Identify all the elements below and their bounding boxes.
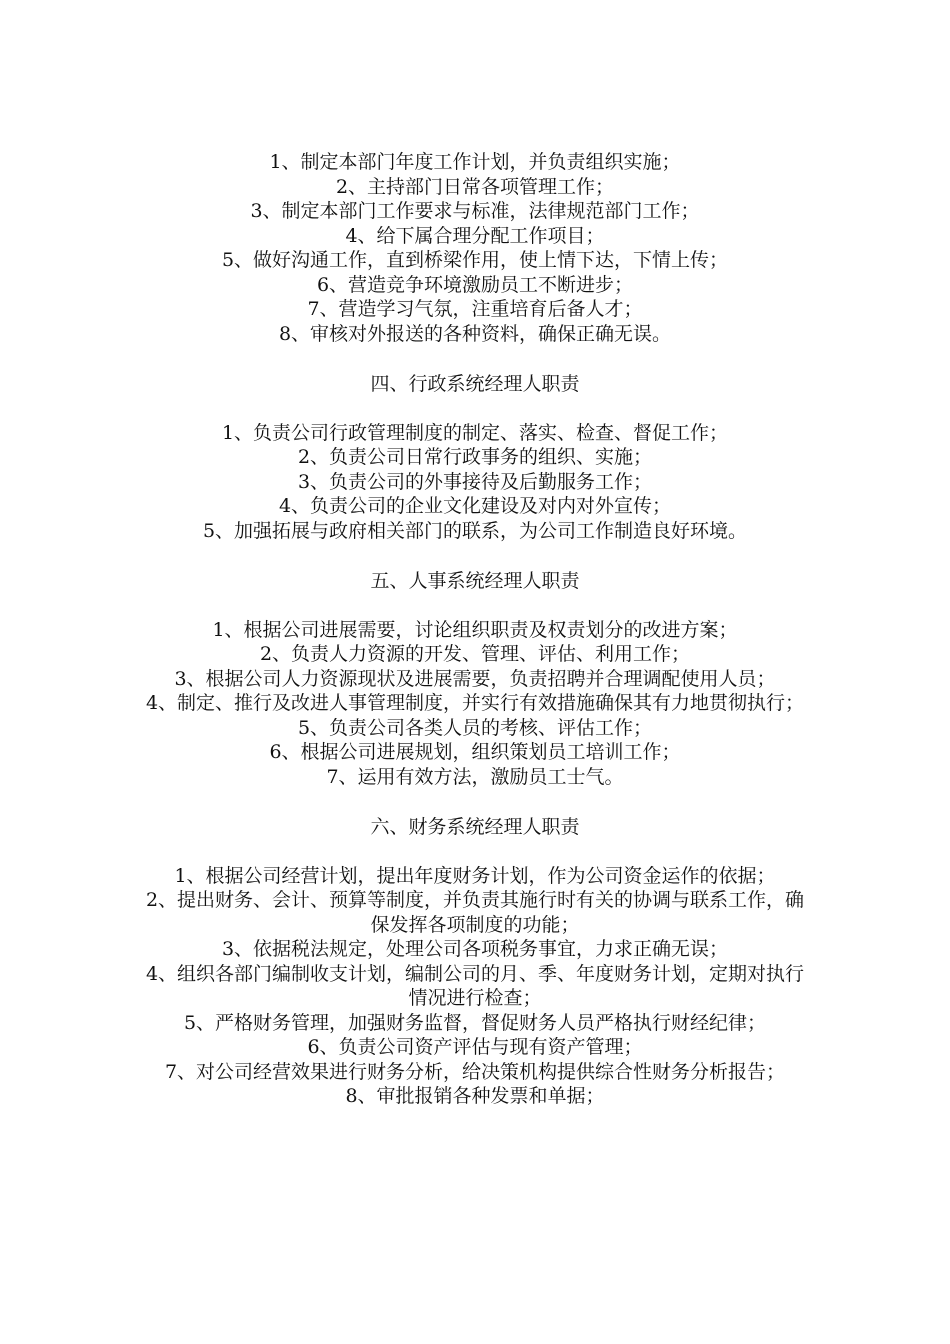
list-item: 1、制定本部门年度工作计划，并负责组织实施；	[269, 151, 681, 173]
list-item: 5、严格财务管理，加强财务监督，督促财务人员严格执行财经纪律；	[183, 1011, 767, 1034]
section5-heading: 五、人事系统经理人职责	[370, 570, 580, 592]
list-item: 2、负责公司日常行政事务的组织、实施；	[297, 446, 653, 468]
list-item: 3、制定本部门工作要求与标准，法律规范部门工作；	[250, 200, 700, 222]
list-item: 6、营造竞争环境激励员工不断进步；	[316, 273, 634, 296]
list-item: 2、主持部门日常各项管理工作；	[335, 175, 615, 198]
list-item: 3、根据公司人力资源现状及进展需要，负责招聘并合理调配使用人员；	[174, 667, 776, 690]
section5-list	[140, 618, 810, 790]
list-item: 7、营造学习气氛，注重培育后备人才；	[307, 298, 643, 320]
list-item: 6、根据公司进展规划，组织策划员工培训工作；	[269, 741, 681, 763]
list-item: 7、对公司经营效果进行财务分析，给决策机构提供综合性财务分析报告；	[164, 1060, 786, 1083]
section6-heading: 六、财务系统经理人职责	[370, 816, 580, 838]
section6-list	[140, 864, 810, 1109]
list-item: 4、给下属合理分配工作项目；	[345, 224, 605, 247]
section4-heading: 四、行政系统经理人职责	[370, 373, 580, 395]
list-item: 4、制定、推行及改进人事管理制度，并实行有效措施确保其有力地贯彻执行；	[145, 692, 805, 714]
list-item: 6、负责公司资产评估与现有资产管理；	[307, 1036, 643, 1058]
list-item: 3、依据税法规定，处理公司各项税务事宜，力求正确无误；	[221, 938, 729, 960]
list-item: 4、负责公司的企业文化建设及对内对外宣传；	[278, 495, 672, 517]
list-item: 1、根据公司进展需要，讨论组织职责及权责划分的改进方案；	[212, 618, 738, 641]
list-item: 5、负责公司各类人员的考核、评估工作；	[297, 716, 653, 739]
list-item: 3、负责公司的外事接待及后勤服务工作；	[297, 470, 653, 493]
list-item: 2、提出财务、会计、预算等制度，并负责其施行时有关的协调与联系工作，确保发挥各项制度的功能；	[145, 889, 805, 936]
list-item: 8、审批报销各种发票和单据；	[345, 1085, 605, 1107]
list-item: 8、审核对外报送的各种资料，确保正确无误。	[278, 322, 672, 345]
list-item: 7、运用有效方法，激励员工士气。	[326, 765, 624, 788]
section3-list	[140, 150, 810, 346]
list-item: 4、组织各部门编制收支计划，编制公司的月、季、年度财务计划，定期对执行情况进行检查；	[145, 962, 805, 1009]
section4-list	[140, 421, 810, 544]
list-item: 1、负责公司行政管理制度的制定、落实、检查、督促工作；	[221, 421, 729, 444]
list-item: 5、做好沟通工作，直到桥梁作用，使上情下达，下情上传；	[221, 249, 729, 271]
list-item: 2、负责人力资源的开发、管理、评估、利用工作；	[259, 643, 691, 665]
list-item: 5、加强拓展与政府相关部门的联系，为公司工作制造良好环境。	[202, 519, 748, 542]
list-item: 1、根据公司经营计划，提出年度财务计划，作为公司资金运作的依据；	[174, 864, 776, 887]
document-page	[140, 150, 810, 1109]
